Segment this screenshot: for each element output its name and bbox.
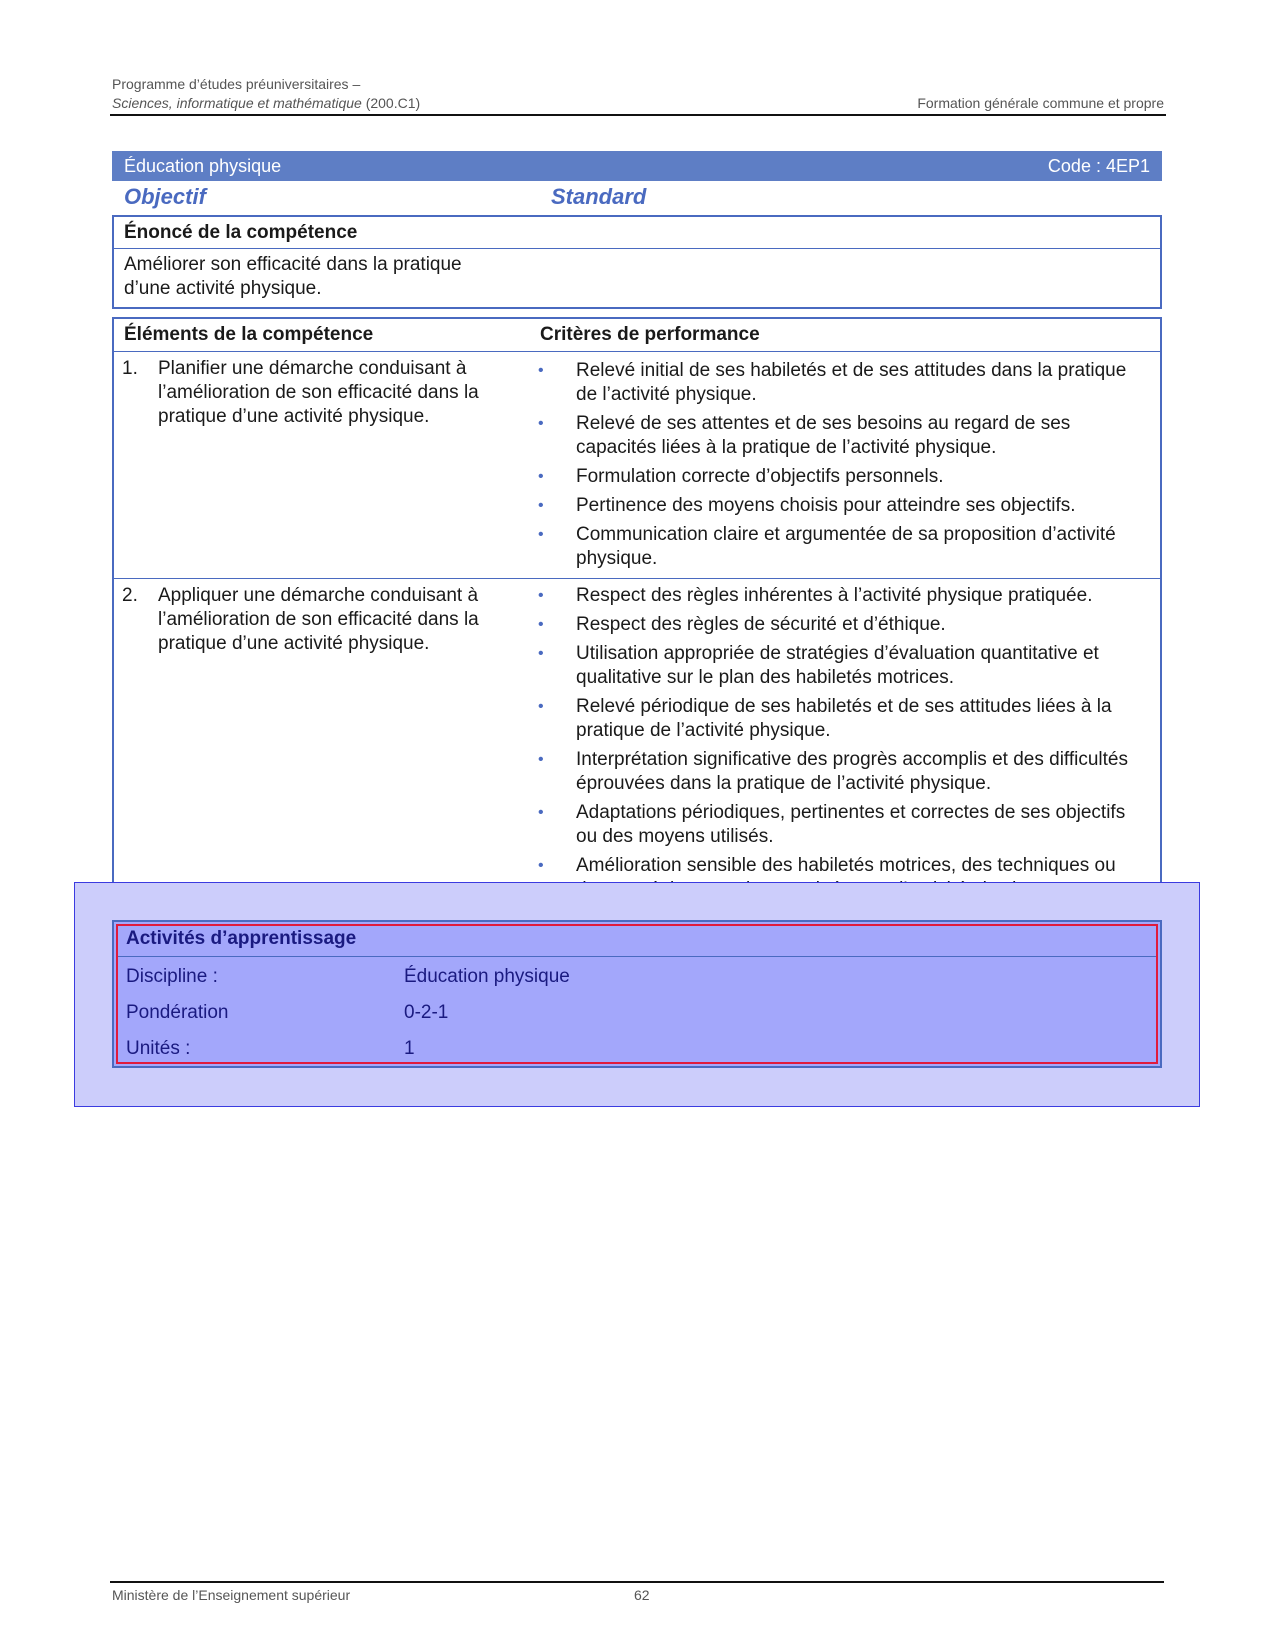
bullet-icon: • (538, 468, 544, 485)
criterion-item (538, 748, 1138, 796)
ponderation-label: Pondération (126, 1002, 229, 1023)
standard-label: Standard (551, 184, 647, 209)
competence-statement-heading: Énoncé de la compétence (114, 217, 1160, 249)
bullet-icon: • (538, 698, 544, 715)
criterion-item (538, 359, 1138, 407)
bullet-icon: • (538, 857, 544, 874)
element-number: 1. (122, 358, 138, 379)
criterion-item (538, 465, 1138, 489)
element-text: Appliquer une démarche conduisant à l’amélioration de son efficacité dans la pratique d’une activité physique. (158, 585, 479, 654)
criteria-heading: Critères de performance (540, 324, 760, 345)
header-program-line: Programme d’études préuniversitaires – (112, 76, 361, 92)
bullet-icon: • (538, 804, 544, 821)
element-item (122, 584, 512, 656)
activities-divider (118, 956, 1156, 957)
discipline-label: Discipline : (126, 966, 218, 987)
course-title-bar (112, 151, 1162, 181)
criterion-item (538, 494, 1138, 518)
criterion-text: Interprétation significative des progrès accomplis et des difficultés éprouvées dans la pratique de l’activité physique. (576, 749, 1128, 794)
criterion-item (538, 412, 1138, 460)
unites-value: 1 (404, 1038, 415, 1059)
element-text: Planifier une démarche conduisant à l’amélioration de son efficacité dans la pratique d’une activité physique. (158, 358, 479, 427)
bullet-icon: • (538, 645, 544, 662)
criterion-text: Adaptations périodiques, pertinentes et correctes de ses objectifs ou des moyens utilisés. (576, 802, 1126, 847)
criteria-list (538, 359, 1138, 576)
criterion-text: Amélioration sensible des habiletés motrices, des techniques ou (576, 855, 1116, 876)
discipline-value: Éducation physique (404, 966, 570, 987)
course-code: Code : 4EP1 (1047, 155, 1150, 176)
footer-ministry: Ministère de l’Enseignement supérieur (112, 1587, 351, 1603)
header-divider (110, 114, 1166, 116)
page-number: 62 (634, 1587, 650, 1603)
footer-divider (110, 1581, 1164, 1583)
unites-label: Unités : (126, 1038, 191, 1059)
criterion-text: Utilisation appropriée de stratégies d’évaluation quantitative et qualitative sur le plan des habiletés motrices. (576, 643, 1099, 688)
competence-statement-box (112, 215, 1162, 309)
elements-heading: Éléments de la compétence (124, 324, 374, 345)
criterion-text: Relevé de ses attentes et de ses besoins au regard de ses capacités liées à la pratique de l’activité physique. (576, 413, 1071, 458)
bullet-icon: • (538, 587, 544, 604)
table-header-divider (114, 351, 1160, 352)
header-program-code: (200.C1) (361, 95, 421, 111)
activities-heading: Activités d’apprentissage (126, 928, 357, 949)
criterion-item (538, 642, 1138, 690)
criterion-text: Relevé initial de ses habiletés et de ses attitudes dans la pratique de l’activité physique. (576, 360, 1127, 405)
criterion-item (538, 695, 1138, 743)
bullet-icon: • (538, 415, 544, 432)
header-program-italic: Sciences, informatique et mathématique (112, 95, 362, 111)
criterion-item (538, 613, 1138, 637)
bullet-icon: • (538, 751, 544, 768)
criterion-item (538, 801, 1138, 849)
element-number: 2. (122, 585, 138, 606)
bullet-icon: • (538, 616, 544, 633)
competence-statement-text: Améliorer son efficacité dans la pratique d’une activité physique. (124, 254, 462, 299)
ponderation-value: 0-2-1 (404, 1002, 449, 1023)
criterion-text: Respect des règles de sécurité et d’éthique. (576, 614, 946, 635)
criterion-text: Pertinence des moyens choisis pour atteindre ses objectifs. (576, 495, 1076, 516)
criterion-text: Communication claire et argumentée de sa proposition d’activité physique. (576, 524, 1116, 569)
element-item (122, 357, 512, 429)
criterion-text: Relevé périodique de ses habiletés et de ses attitudes liées à la pratique de l’activité physique. (576, 696, 1112, 741)
table-row-divider (114, 578, 1160, 579)
header-right-text: Formation générale commune et propre (917, 95, 1164, 111)
bullet-icon: • (538, 362, 544, 379)
header-line2 (112, 95, 1164, 111)
criterion-text: Formulation correcte d’objectifs personnels. (576, 466, 944, 487)
header-program-name (112, 95, 420, 111)
criterion-text: Respect des règles inhérentes à l’activité physique pratiquée. (576, 585, 1093, 606)
bullet-icon: • (538, 526, 544, 543)
criterion-item (538, 584, 1138, 608)
course-title: Éducation physique (124, 155, 282, 176)
objectif-label: Objectif (124, 184, 206, 209)
competence-table (112, 317, 1162, 911)
bullet-icon: • (538, 497, 544, 514)
criterion-item (538, 523, 1138, 571)
criteria-list (538, 584, 1138, 907)
